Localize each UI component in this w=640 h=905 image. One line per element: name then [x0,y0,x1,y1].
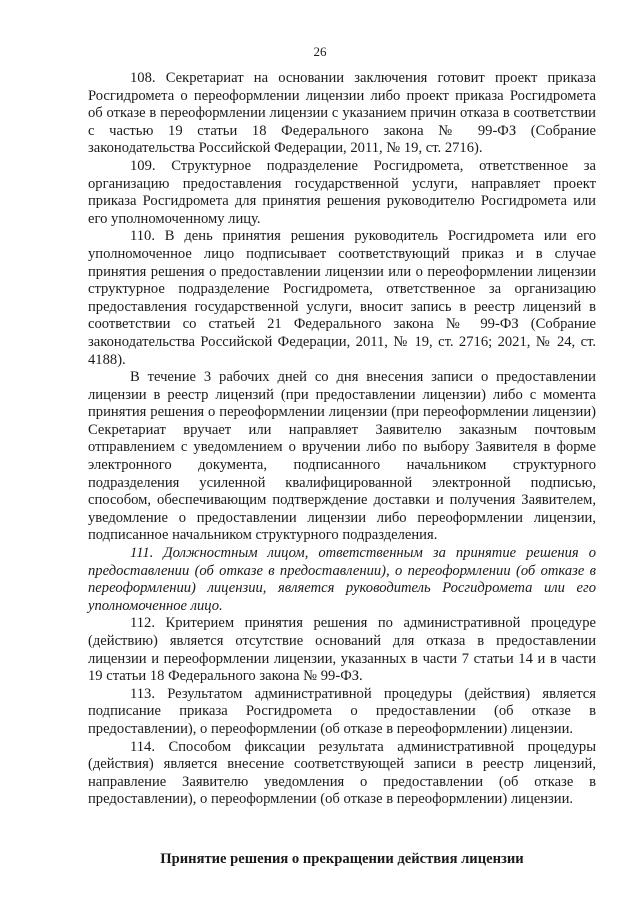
paragraph-114: 114. Способом фиксации результата административной процедуры (действия) является внесение соответствующей записи в реестр лицензий, направление Заявителю уведомления о предоставлении (об отказе в предоставлении), о переоформлении (об отказе в переоформлении) лицензии. [88,738,596,808]
paragraph-110: 110. В день принятия решения руководитель Росгидромета или его уполномоченное лицо подписывает соответствующий приказ и в случае принятия решения о предоставлении лицензии или о переоформлении лицензии структурное подразделение Росгидромета, ответственное за организацию предоставления государственной услуги, вносит запись в реестр лицензий в соответствии со статьей 21 Федерального закона № 99-ФЗ (Собрание законодательства Российской Федерации, 2011, № 19, ст. 2716; 2021, № 24, ст. 4188). [88,228,596,368]
paragraph-108: 108. Секретариат на основании заключения готовит проект приказа Росгидромета о переоформлении лицензии либо проект приказа Росгидромета об отказе в переоформлении лицензии с указанием причин отказа в соответствии с частью 19 статьи 18 Федерального закона № 99-ФЗ (Собрание законодательства Российской Федерации, 2011, № 19, ст. 2716). [88,70,596,157]
page-number: 26 [313,44,327,59]
paragraph-111: 111. Должностным лицом, ответственным за принятие решения о предоставлении (об отказе в предоставлении), о переоформлении (об отказе в переоформлении) лицензии, является руководитель Росгидромета или его уполномоченное лицо. [88,545,596,614]
paragraph-110-continuation: В течение 3 рабочих дней со дня внесения записи о предоставлении лицензии в реестр лицензий (при предоставлении лицензии) либо с момента принятия решения о переоформлении лицензии (при переоформлении лицензии) Секретариат вручает или направляет Заявителю заказным почтовым отправлением с уведомлением о вручении либо по выбору Заявителя в форме электронного документа, подписанного начальником структурного подразделения усиленной квалифицированной электронной подписью, способом, обеспечивающим подтверждение доставки и получения Заявителем, уведомление о предоставлении лицензии либо переоформлении лицензии, подписанное начальником структурного подразделения. [88,369,596,544]
paragraph-113: 113. Результатом административной процедуры (действия) является подписание приказа Росгидромета о предоставлении (об отказе в предоставлении), о переоформлении (об отказе в переоформлении) лицензии. [88,685,596,737]
paragraph-109: 109. Структурное подразделение Росгидромета, ответственное за организацию предоставления государственной услуги, направляет проект приказа Росгидромета для принятия решения руководителю Росгидромета или его уполномоченному лицу. [88,157,596,227]
section-heading: Принятие решения о прекращении действия лицензии [160,850,524,867]
document-body [88,70,596,869]
paragraph-112: 112. Критерием принятия решения по административной процедуре (действию) является отсутствие оснований для отказа в предоставлении лицензии и переоформлении лицензии, указанных в части 7 статьи 14 и в части 19 статьи 18 Федерального закона № 99-ФЗ. [88,615,596,685]
